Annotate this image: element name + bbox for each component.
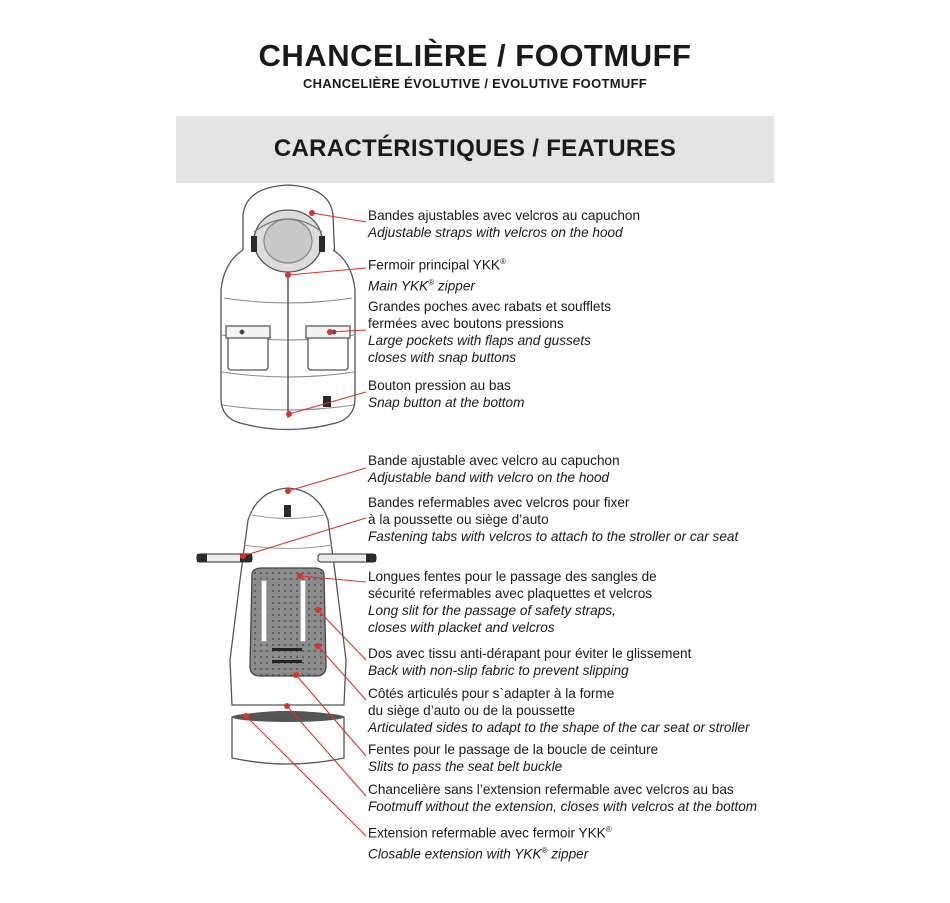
feature-french-text bbox=[368, 494, 738, 511]
feature-english-line: Adjustable straps with velcros on the hood bbox=[368, 225, 623, 240]
feature-2 bbox=[368, 253, 506, 294]
feature-1 bbox=[368, 207, 640, 241]
feature-french-text bbox=[368, 781, 757, 798]
feature-french-text bbox=[368, 452, 620, 469]
feature-english-text bbox=[368, 274, 506, 295]
feature-english-text bbox=[368, 798, 757, 815]
page-subtitle: CHANCELIÈRE ÉVOLUTIVE / EVOLUTIVE FOOTMUFF bbox=[302, 76, 648, 91]
callout-dot-2 bbox=[285, 272, 291, 278]
feature-english-line: Large pockets with flaps and gussets bbox=[368, 333, 591, 348]
feature-9 bbox=[368, 685, 750, 736]
feature-french-line: Bandes ajustables avec velcros au capuchon bbox=[368, 208, 641, 223]
feature-french-line: Bande ajustable avec velcro au capuchon bbox=[368, 453, 620, 468]
feature-french-line: Bouton pression au bas bbox=[368, 378, 511, 393]
callout-dot-8 bbox=[315, 607, 321, 613]
feature-french-text bbox=[368, 207, 640, 224]
feature-french-line: du siège d’auto ou de la poussette bbox=[368, 703, 576, 718]
feature-french-line: Longues fentes pour le passage des sangles de bbox=[368, 569, 657, 584]
front-left-pocket bbox=[226, 326, 270, 370]
feature-english-text bbox=[368, 224, 640, 241]
feature-3 bbox=[368, 298, 611, 366]
feature-english-text bbox=[368, 394, 524, 411]
feature-french-line: Fentes pour le passage de la boucle de ceinture bbox=[368, 742, 659, 757]
registered-mark: ® bbox=[428, 277, 435, 287]
feature-english-line: Footmuff without the extension, closes with velcros at the bottom bbox=[368, 799, 758, 814]
feature-french-text bbox=[368, 702, 750, 719]
feature-english-line: zipper bbox=[434, 278, 475, 294]
registered-mark: ® bbox=[541, 845, 548, 855]
feature-english-text bbox=[368, 349, 611, 366]
feature-english-line: Long slit for the passage of safety straps, bbox=[368, 603, 616, 618]
feature-english-line: closes with placket and velcros bbox=[368, 620, 555, 635]
feature-english-line: Closable extension with YKK bbox=[368, 846, 542, 862]
feature-english-text bbox=[368, 602, 657, 619]
feature-12 bbox=[368, 821, 612, 862]
feature-6 bbox=[368, 494, 738, 545]
callout-dot-4 bbox=[286, 411, 292, 417]
feature-english-text bbox=[368, 842, 612, 863]
registered-mark: ® bbox=[499, 257, 506, 266]
feature-english-text bbox=[368, 719, 750, 736]
feature-french-line: Bandes refermables avec velcros pour fixer bbox=[368, 495, 630, 510]
feature-french-line: Grandes poches avec rabats et soufflets bbox=[368, 299, 612, 314]
callout-dot-5 bbox=[285, 488, 291, 494]
right-strap-slit bbox=[300, 580, 306, 642]
feature-english-line: Back with non-slip fabric to prevent slipping bbox=[368, 663, 629, 678]
feature-french-line: Chancelière sans l’extension refermable avec velcros au bas bbox=[368, 782, 734, 797]
feature-french-text bbox=[368, 741, 658, 758]
feature-english-line: Slits to pass the seat belt buckle bbox=[368, 759, 563, 774]
callout-dot-11 bbox=[284, 703, 290, 709]
back-footmuff-illustration bbox=[197, 488, 376, 764]
feature-english-text bbox=[368, 528, 738, 545]
callout-dot-6 bbox=[240, 553, 246, 559]
right-fastening-tab bbox=[318, 554, 376, 562]
feature-english-line: Main YKK bbox=[368, 278, 429, 294]
feature-french-text bbox=[368, 298, 611, 315]
feature-french-line: fermées avec boutons pressions bbox=[368, 316, 564, 331]
feature-5 bbox=[368, 452, 620, 486]
callout-dot-9 bbox=[315, 643, 321, 649]
feature-english-line: Snap button at the bottom bbox=[368, 395, 525, 410]
feature-english-line: zipper bbox=[547, 846, 589, 862]
feature-english-line: Adjustable band with velcro on the hood bbox=[368, 470, 610, 485]
feature-french-line: Dos avec tissu anti-dérapant pour éviter le glissement bbox=[368, 646, 692, 661]
feature-english-text bbox=[368, 758, 658, 775]
callout-dot-1 bbox=[309, 210, 315, 216]
feature-english-line: Fastening tabs with velcros to attach to the stroller or car seat bbox=[368, 529, 739, 544]
feature-french-line: Extension refermable avec fermoir YKK bbox=[368, 825, 606, 841]
front-footmuff-illustration bbox=[221, 185, 355, 430]
feature-english-text bbox=[368, 619, 657, 636]
callout-line-5 bbox=[288, 468, 366, 491]
feature-english-text bbox=[368, 332, 611, 349]
callout-dot-7 bbox=[297, 573, 303, 579]
callout-dot-3 bbox=[327, 329, 333, 335]
feature-4 bbox=[368, 377, 524, 411]
feature-english-line: Articulated sides to adapt to the shape of the car seat or stroller bbox=[368, 720, 750, 735]
callout-dot-12 bbox=[243, 713, 249, 719]
feature-french-line: Fermoir principal YKK bbox=[368, 257, 500, 273]
feature-french-line: à la poussette ou siège d’auto bbox=[368, 512, 549, 527]
feature-7 bbox=[368, 568, 657, 636]
feature-french-text bbox=[368, 645, 691, 662]
feature-french-line: Côtés articulés pour s`adapter à la forme bbox=[368, 686, 615, 701]
registered-mark: ® bbox=[605, 825, 612, 834]
feature-10 bbox=[368, 741, 658, 775]
feature-french-text bbox=[368, 511, 738, 528]
feature-english-text bbox=[368, 662, 691, 679]
feature-english-text bbox=[368, 469, 620, 486]
feature-french-text bbox=[368, 585, 657, 602]
feature-french-text bbox=[368, 685, 750, 702]
feature-french-text bbox=[368, 253, 506, 274]
feature-french-text bbox=[368, 315, 611, 332]
callout-dot-10 bbox=[293, 672, 299, 678]
feature-english-line: closes with snap buttons bbox=[368, 350, 517, 365]
feature-french-text bbox=[368, 377, 524, 394]
left-strap-slit bbox=[261, 580, 267, 642]
page-title: CHANCELIÈRE / FOOTMUFF bbox=[258, 38, 692, 73]
section-title: CARACTÉRISTIQUES / FEATURES bbox=[273, 135, 677, 162]
feature-french-text bbox=[368, 568, 657, 585]
feature-french-text bbox=[368, 821, 612, 842]
feature-french-line: sécurité refermables avec plaquettes et velcros bbox=[368, 586, 653, 601]
feature-8 bbox=[368, 645, 691, 679]
feature-11 bbox=[368, 781, 757, 815]
